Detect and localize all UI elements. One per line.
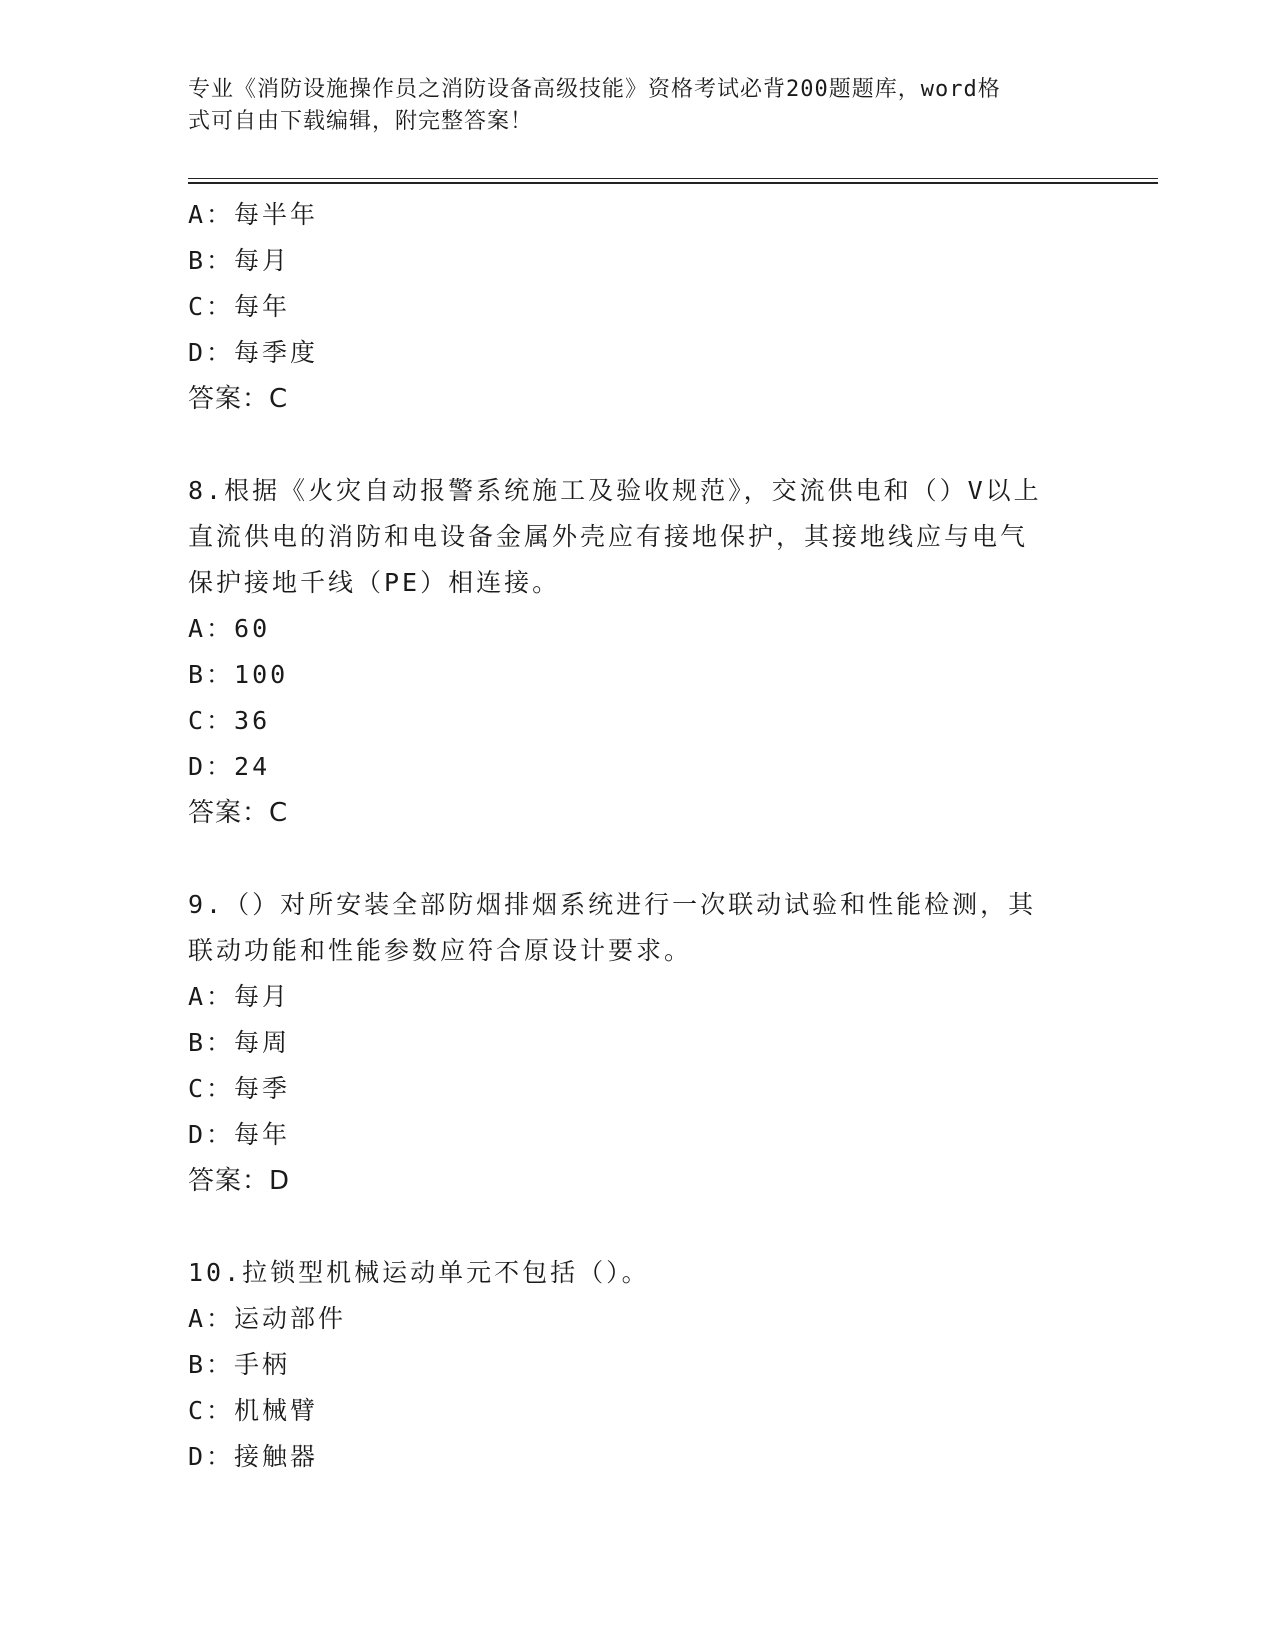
option-b: B：手柄 — [188, 1350, 291, 1379]
spacer — [188, 422, 1088, 468]
option-c: C：机械臂 — [188, 1396, 319, 1425]
option-d: D：每季度 — [188, 338, 319, 367]
option-a: A：每半年 — [188, 200, 319, 229]
question-8 — [188, 468, 1088, 836]
header-divider-thin — [188, 178, 1158, 179]
option-c: C：每年 — [188, 292, 291, 321]
option-b: B：每周 — [188, 1028, 291, 1057]
question-stem-line: 保护接地千线（PE）相连接。 — [188, 568, 561, 597]
answer: 答案：D — [188, 1166, 291, 1196]
spacer — [188, 1204, 1088, 1250]
option-b: B：100 — [188, 660, 289, 689]
question-stem-line: 联动功能和性能参数应符合原设计要求。 — [188, 936, 693, 965]
spacer — [188, 836, 1088, 882]
option-d: D：每年 — [188, 1120, 291, 1149]
option-d: D：接触器 — [188, 1442, 319, 1471]
question-10 — [188, 1250, 1088, 1480]
header-line-1: 专业《消防设施操作员之消防设备高级技能》资格考试必背200题题库，word格 — [188, 77, 1001, 102]
header-line-2: 式可自由下载编辑，附完整答案！ — [188, 109, 534, 134]
document-header — [188, 74, 1068, 138]
question-9 — [188, 882, 1088, 1204]
question-7 — [188, 192, 1088, 422]
header-divider-thick — [188, 182, 1158, 184]
answer: 答案：C — [188, 798, 289, 828]
option-c: C：36 — [188, 706, 271, 735]
option-b: B：每月 — [188, 246, 291, 275]
question-stem-line: 10.拉锁型机械运动单元不包括（）。 — [188, 1258, 650, 1287]
option-d: D：24 — [188, 752, 271, 781]
question-stem-line: 8.根据《火灾自动报警系统施工及验收规范》，交流供电和（）V以上 — [188, 476, 1042, 505]
option-a: A：运动部件 — [188, 1304, 347, 1333]
option-a: A：60 — [188, 614, 271, 643]
answer: 答案：C — [188, 384, 289, 414]
option-c: C：每季 — [188, 1074, 291, 1103]
question-list — [188, 192, 1088, 1480]
option-a: A：每月 — [188, 982, 291, 1011]
question-stem-line: 直流供电的消防和电设备金属外壳应有接地保护，其接地线应与电气 — [188, 522, 1029, 551]
question-stem-line: 9.（）对所安装全部防烟排烟系统进行一次联动试验和性能检测，其 — [188, 890, 1037, 919]
